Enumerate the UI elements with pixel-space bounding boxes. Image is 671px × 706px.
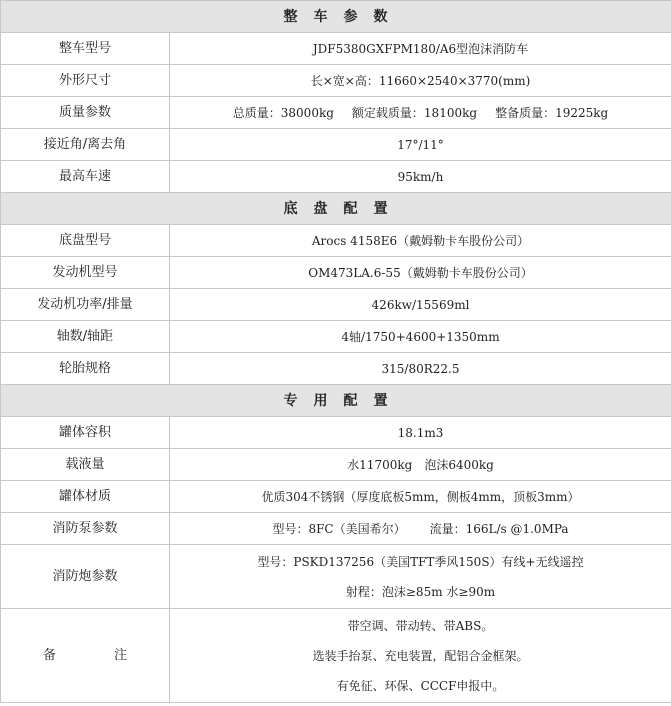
row-label: 质量参数 — [1, 97, 170, 129]
row-value: Arocs 4158E6（戴姆勒卡车股份公司） — [170, 225, 671, 257]
table-row — [1, 129, 671, 161]
row-label: 载液量 — [1, 449, 170, 481]
section-header-vehicle — [1, 1, 671, 33]
row-value: 426kw/15569ml — [170, 289, 671, 321]
mass-rated-load: 额定载质量：18100kg — [351, 105, 478, 120]
row-value: 315/80R22.5 — [170, 353, 671, 385]
row-label: 罐体容积 — [1, 417, 170, 449]
row-label: 消防炮参数 — [1, 545, 170, 609]
row-value: 长×宽×高：11660×2540×3770(mm) — [170, 65, 671, 97]
mass-total: 总质量：38000kg — [232, 105, 334, 120]
row-label: 接近角/离去角 — [1, 129, 170, 161]
remark-line: 选装手抬泵、充电装置，配铝合金框架。 — [312, 648, 529, 663]
table-row — [1, 321, 671, 353]
row-label: 轮胎规格 — [1, 353, 170, 385]
table-row — [1, 513, 671, 545]
row-label: 轴数/轴距 — [1, 321, 170, 353]
row-label: 底盘型号 — [1, 225, 170, 257]
remarks-label-right: 注 — [114, 647, 128, 663]
liquid-foam: 泡沫6400kg — [424, 457, 494, 472]
row-value: 4轴/1750+4600+1350mm — [170, 321, 671, 353]
remarks-label — [1, 609, 170, 703]
remark-line: 有免征、环保、CCCF申报中。 — [336, 678, 505, 693]
table-row — [1, 225, 671, 257]
table-row — [1, 161, 671, 193]
row-label: 发动机型号 — [1, 257, 170, 289]
pump-model: 型号：8FC（美国希尔） — [272, 521, 406, 536]
section-header-special — [1, 385, 671, 417]
table-row — [1, 257, 671, 289]
liquid-water: 水11700kg — [347, 457, 413, 472]
row-value — [170, 513, 671, 545]
row-label: 最高车速 — [1, 161, 170, 193]
row-label: 整车型号 — [1, 33, 170, 65]
table-row — [1, 545, 671, 609]
row-value: 95km/h — [170, 161, 671, 193]
remarks-label-left: 备 — [42, 647, 56, 663]
section-title-special: 专 用 配 置 — [1, 385, 671, 417]
row-value — [170, 449, 671, 481]
table-row — [1, 609, 671, 703]
monitor-range: 射程：泡沫≥85m 水≥90m — [345, 584, 496, 599]
table-row — [1, 481, 671, 513]
row-value: 18.1m3 — [170, 417, 671, 449]
monitor-model: 型号：PSKD137256（美国TFT季风150S）有线+无线遥控 — [257, 554, 584, 569]
row-value: OM473LA.6-55（戴姆勒卡车股份公司） — [170, 257, 671, 289]
section-title-vehicle: 整 车 参 数 — [1, 1, 671, 33]
row-value: 优质304不锈钢（厚度底板5mm，侧板4mm，顶板3mm） — [170, 481, 671, 513]
row-value — [170, 97, 671, 129]
table-row — [1, 97, 671, 129]
row-label: 发动机功率/排量 — [1, 289, 170, 321]
mass-curb: 整备质量：19225kg — [495, 105, 609, 120]
row-label: 外形尺寸 — [1, 65, 170, 97]
table-row — [1, 33, 671, 65]
table-row — [1, 449, 671, 481]
table-row — [1, 353, 671, 385]
section-title-chassis: 底 盘 配 置 — [1, 193, 671, 225]
section-header-chassis — [1, 193, 671, 225]
row-value: JDF5380GXFPM180/A6型泡沫消防车 — [170, 33, 671, 65]
table-row — [1, 65, 671, 97]
table-row — [1, 289, 671, 321]
remarks-value — [170, 609, 671, 703]
row-label: 罐体材质 — [1, 481, 170, 513]
remark-line: 带空调、带动转、带ABS。 — [347, 618, 494, 633]
row-value: 17°/11° — [170, 129, 671, 161]
pump-flow: 流量：166L/s @1.0MPa — [429, 521, 569, 536]
table-row — [1, 417, 671, 449]
row-value — [170, 545, 671, 609]
row-label: 消防泵参数 — [1, 513, 170, 545]
